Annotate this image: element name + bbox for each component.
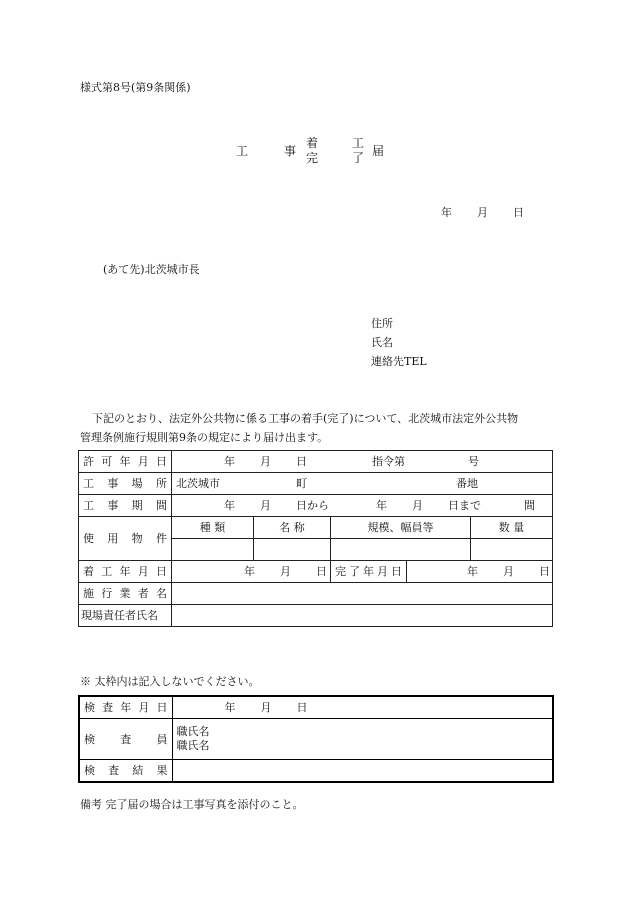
period-from-month: 月	[260, 499, 271, 512]
start-date-value[interactable]	[172, 561, 331, 583]
permit-shirei: 指令第	[372, 455, 405, 468]
applicant-block	[371, 318, 427, 375]
applicant-name-label: 氏名	[371, 336, 393, 349]
inspection-date-value[interactable]	[172, 696, 553, 719]
start-year: 年	[244, 565, 255, 578]
applicant-tel-label: 連絡先TEL	[371, 355, 427, 368]
note-text: ※ 太枠内は記入しないでください。	[80, 675, 260, 688]
row-site-manager	[79, 605, 553, 627]
start-day: 日	[316, 565, 327, 578]
material-qty-value[interactable]	[471, 539, 553, 561]
period-from-day: 日から	[296, 499, 329, 512]
permit-go: 号	[468, 455, 479, 468]
body-line-1: 下記のとおり、法定外公共物に係る工事の着手(完了)について、北茨城市法定外公共物	[92, 412, 519, 425]
remark-text: 備考 完了届の場合は工事写真を添付のこと。	[80, 798, 304, 811]
start-date-label: 着工年月日	[79, 561, 172, 583]
permit-date-value[interactable]	[172, 451, 553, 473]
material-col-qty: 数 量	[471, 517, 553, 539]
body-line-2: 管理条例施行規則第9条の規定により届け出ます。	[80, 431, 329, 444]
row-inspection-date	[79, 696, 553, 719]
date-year: 年	[441, 206, 452, 219]
material-size-value[interactable]	[331, 539, 471, 561]
row-inspection-result	[79, 760, 553, 783]
body-text	[80, 409, 560, 447]
permit-year: 年	[224, 455, 235, 468]
title-char-ko: 工	[236, 144, 249, 158]
inspector-value[interactable]	[172, 719, 553, 760]
contractor-label: 施行業者名	[79, 583, 172, 605]
date-day: 日	[513, 206, 524, 219]
applicant-address-label: 住所	[371, 317, 393, 330]
site-town: 町	[296, 477, 307, 490]
title-char-todoke: 届	[372, 144, 385, 158]
finish-day: 日	[539, 565, 550, 578]
title-char-chaku: 着	[306, 136, 319, 150]
title-char-ji: 事	[284, 144, 297, 158]
material-col-size: 規模、幅員等	[331, 517, 471, 539]
application-table	[78, 450, 553, 627]
inspector-staff-name-2: 職氏名	[176, 739, 210, 752]
document-title	[236, 137, 396, 167]
finish-month: 月	[503, 565, 514, 578]
inspector-staff-name-1: 職氏名	[176, 725, 210, 738]
inspection-date-label: 検査年月日	[79, 696, 172, 719]
contractor-value[interactable]	[172, 583, 553, 605]
inspection-table	[78, 695, 554, 783]
title-char-kan: 完	[306, 151, 319, 165]
start-month: 月	[280, 565, 291, 578]
site-manager-label: 現場責任者氏名	[79, 605, 172, 627]
row-contractor	[79, 583, 553, 605]
period-kan: 間	[524, 499, 535, 512]
period-value[interactable]	[172, 495, 553, 517]
period-to-year: 年	[376, 499, 387, 512]
inspection-year: 年	[224, 701, 236, 714]
inspection-day: 日	[296, 701, 308, 714]
finish-date-label: 完了年月日	[331, 561, 407, 583]
material-col-name: 名 称	[254, 517, 331, 539]
finish-date-value[interactable]	[407, 561, 553, 583]
material-kind-value[interactable]	[172, 539, 254, 561]
addressee: (あて先)北茨城市長	[103, 263, 200, 276]
period-to-day: 日まで	[448, 499, 481, 512]
permit-day: 日	[296, 455, 307, 468]
permit-month: 月	[260, 455, 271, 468]
site-banchi: 番地	[456, 477, 478, 490]
row-site	[79, 473, 553, 495]
period-to-month: 月	[412, 499, 423, 512]
row-period	[79, 495, 553, 517]
row-material-header	[79, 517, 553, 539]
material-col-kind: 種 類	[172, 517, 254, 539]
title-char-ryo: 了	[352, 151, 365, 165]
material-name-value[interactable]	[254, 539, 331, 561]
site-city: 北茨城市	[176, 477, 220, 490]
row-inspector	[79, 719, 553, 760]
row-start-finish	[79, 561, 553, 583]
form-number: 様式第8号(第9条関係)	[80, 81, 191, 94]
inspection-result-value[interactable]	[172, 760, 553, 783]
inspection-month: 月	[260, 701, 272, 714]
title-char-kou: 工	[352, 136, 365, 150]
date-month: 月	[477, 206, 488, 219]
material-label: 使用物件	[79, 517, 172, 561]
finish-year: 年	[467, 565, 478, 578]
site-manager-value[interactable]	[172, 605, 553, 627]
permit-date-label: 許可年月日	[79, 451, 172, 473]
period-from-year: 年	[224, 499, 235, 512]
period-label: 工事期間	[79, 495, 172, 517]
row-permit-date	[79, 451, 553, 473]
site-label: 工事場所	[79, 473, 172, 495]
inspection-result-label: 検査結果	[79, 760, 172, 783]
inspector-label: 検査員	[79, 719, 172, 760]
site-value[interactable]	[172, 473, 553, 495]
